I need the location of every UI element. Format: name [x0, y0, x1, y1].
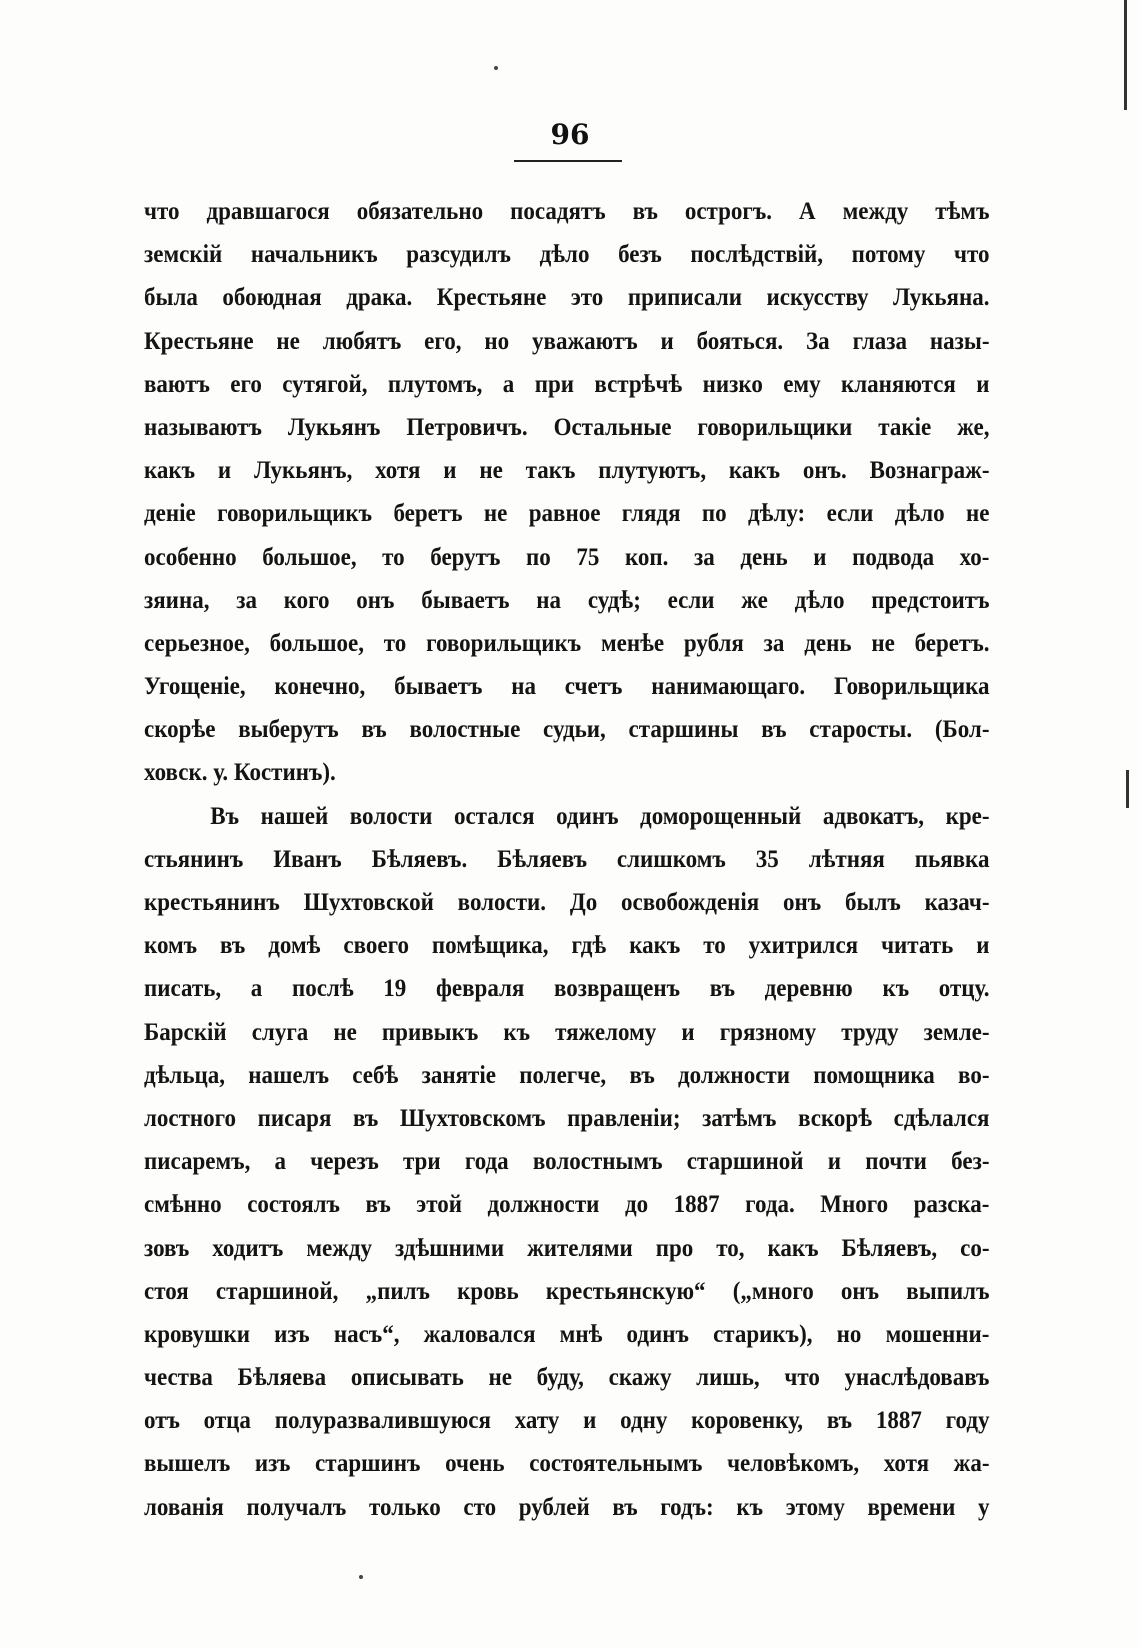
text-line: скорѣе выберутъ въ волостные судьи, старшины въ старосты. (Бол-: [144, 716, 990, 744]
text-line: серьезное, большое, то говорильщикъ менѣе рубля за день не беретъ.: [144, 629, 990, 657]
text-line: земскій начальникъ разсудилъ дѣло безъ послѣдствій, потому что: [144, 241, 990, 269]
scan-speck: [494, 66, 498, 70]
text-line: смѣнно состоялъ въ этой должности до 1887 года. Много разска-: [144, 1191, 990, 1219]
text-line: кровушки изъ насъ“, жаловался мнѣ одинъ старикъ), но мошенни-: [144, 1320, 990, 1348]
text-line: что дравшагося обязательно посадятъ въ острогъ. А между тѣмъ: [144, 198, 990, 225]
text-line: писать, а послѣ 19 февраля возвращенъ въ деревню къ отцу.: [144, 975, 990, 1003]
text-line: лостного писаря въ Шухтовскомъ правленіи; затѣмъ вскорѣ сдѣлался: [144, 1104, 990, 1132]
paragraph-1: [144, 190, 990, 795]
text-line: деніе говорильщикъ беретъ не равное глядя по дѣлу: если дѣло не: [144, 500, 990, 528]
text-line: Барскій слуга не привыкъ къ тяжелому и грязному труду земле-: [144, 1018, 990, 1046]
text-line: ваютъ его сутягой, плутомъ, а при встрѣчѣ низко ему кланяются и: [144, 370, 990, 398]
text-line: чества Бѣляева описывать не буду, скажу лишь, что унаслѣдовавъ: [144, 1364, 990, 1392]
text-line: особенно большое, то берутъ по 75 коп. за день и подвода хо-: [144, 543, 990, 571]
text-line: Въ нашей волости остался одинъ доморощенный адвокатъ, кре-: [210, 802, 990, 830]
text-line: Крестьяне не любятъ его, но уважаютъ и бояться. За глаза назы-: [144, 327, 990, 355]
scan-speck: [359, 1575, 363, 1579]
text-line: была обоюдная драка. Крестьяне это приписали искусству Лукьяна.: [144, 284, 990, 312]
text-line: писаремъ, а черезъ три года волостнымъ старшиной и почти без-: [144, 1148, 990, 1176]
text-line: лованія получалъ только сто рублей въ годъ: къ этому времени у: [144, 1493, 990, 1521]
page-number-rule: [514, 160, 622, 162]
text-line: Угощеніе, конечно, бываетъ на счетъ нанимающаго. Говорильщика: [144, 673, 990, 701]
text-line: какъ и Лукьянъ, хотя и не такъ плутуютъ, какъ онъ. Вознаграж-: [144, 457, 990, 485]
paragraph-2: [144, 795, 990, 1529]
text-line: называютъ Лукьянъ Петровичъ. Остальные говорильщики такіе же,: [144, 413, 990, 441]
body-text: [144, 190, 990, 1529]
text-line: дѣльца, нашелъ себѣ занятіе полегче, въ должности помощника во-: [144, 1061, 990, 1089]
text-line: зовъ ходитъ между здѣшними жителями про то, какъ Бѣляевъ, со-: [144, 1234, 990, 1262]
text-line: стоя старшиной, „пилъ кровь крестьянскую“ („много онъ выпилъ: [144, 1277, 990, 1305]
text-line: комъ въ домѣ своего помѣщика, гдѣ какъ то ухитрился читать и: [144, 932, 990, 960]
page-number: 96: [550, 118, 590, 151]
scan-margin-tick: [1126, 770, 1129, 808]
text-line: крестьянинъ Шухтовской волости. До освобожденія онъ былъ казач-: [144, 889, 990, 916]
text-line: ховск. у. Костинъ).: [144, 759, 336, 787]
text-line: зяина, за кого онъ бываетъ на судѣ; если же дѣло предстоитъ: [144, 586, 990, 614]
text-line: отъ отца полуразвалившуюся хату и одну коровенку, въ 1887 году: [144, 1407, 990, 1435]
scan-margin-line: [1124, 0, 1127, 110]
text-line: стьянинъ Иванъ Бѣляевъ. Бѣляевъ слишкомъ 35 лѣтняя пьявка: [144, 845, 990, 873]
text-line: вышелъ изъ старшинъ очень состоятельнымъ человѣкомъ, хотя жа-: [144, 1450, 990, 1478]
